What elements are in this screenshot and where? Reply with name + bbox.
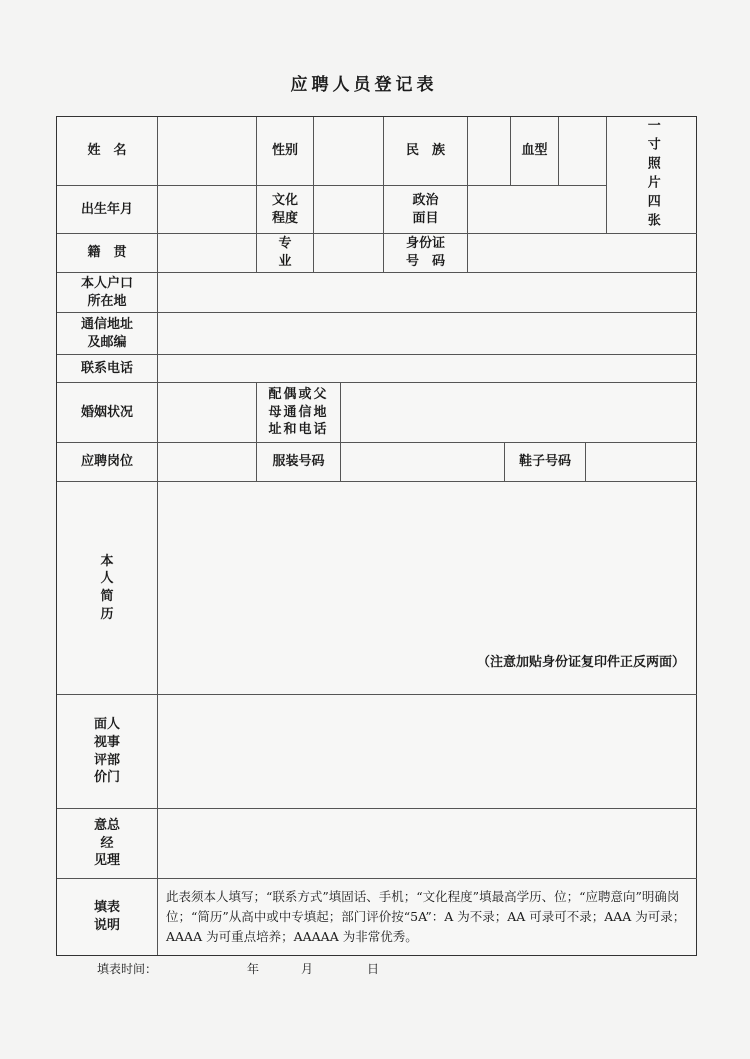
hr-interview-label: 面人 视事 评部 价门	[57, 695, 158, 809]
major-label: 专 业	[257, 234, 314, 273]
gm-opinion-label: 意总 经 见理	[57, 809, 158, 879]
political-field[interactable]	[468, 186, 607, 234]
resume-label: 本 人 简 历	[57, 482, 158, 695]
marital-label: 婚姻状况	[57, 383, 158, 443]
shoe-size-field[interactable]	[586, 443, 697, 482]
spouse-contact-label: 配偶或父 母通信地 址和电话	[257, 383, 341, 443]
phone-field[interactable]	[158, 355, 697, 383]
fill-date-month: 月	[301, 962, 314, 976]
id-number-field[interactable]	[468, 234, 697, 273]
form-title: 应聘人员登记表	[290, 75, 438, 95]
education-field[interactable]	[314, 186, 384, 234]
major-field[interactable]	[314, 234, 384, 273]
birth-field[interactable]	[158, 186, 257, 234]
address-label: 通信地址 及邮编	[57, 313, 158, 355]
name-field[interactable]	[158, 117, 257, 186]
gm-opinion-field[interactable]	[158, 809, 697, 879]
ethnicity-field[interactable]	[468, 117, 511, 186]
household-label: 本人户口 所在地	[57, 273, 158, 313]
clothing-size-label: 服装号码	[257, 443, 341, 482]
fill-date-label: 填表时间：	[97, 962, 158, 976]
phone-label: 联系电话	[57, 355, 158, 383]
resume-field[interactable]	[158, 482, 697, 695]
registration-form	[56, 116, 697, 956]
household-field[interactable]	[158, 273, 697, 313]
hr-interview-field[interactable]	[158, 695, 697, 809]
spouse-contact-field[interactable]	[341, 383, 697, 443]
fill-date-row	[97, 960, 379, 977]
education-label: 文化 程度	[257, 186, 314, 234]
fill-date-year: 年	[247, 962, 260, 976]
birth-label: 出生年月	[57, 186, 158, 234]
position-field[interactable]	[158, 443, 257, 482]
shoe-size-label: 鞋子号码	[505, 443, 586, 482]
political-label: 政治 面目	[384, 186, 468, 234]
blood-type-label: 血型	[511, 117, 559, 186]
native-place-label: 籍 贯	[57, 234, 158, 273]
position-label: 应聘岗位	[57, 443, 158, 482]
instructions-text: 此表须本人填写；“联系方式”填固话、手机；“文化程度”填最高学历、位；“应聘意向”明确岗位；“简历”从高中或中专填起；部门评价按“5A”：A 为不录；AA 可录可不录；AAA 为可录；AAAA 为可重点培养；AAAAA 为非常优秀。	[166, 889, 686, 944]
blood-type-field[interactable]	[559, 117, 607, 186]
native-place-field[interactable]	[158, 234, 257, 273]
ethnicity-label: 民 族	[384, 117, 468, 186]
fill-date-day: 日	[367, 962, 380, 976]
marital-field[interactable]	[158, 383, 257, 443]
resume-note: （注意加贴身份证复印件正反两面）	[476, 655, 685, 671]
address-field[interactable]	[158, 313, 697, 355]
name-label: 姓 名	[57, 117, 158, 186]
gender-label: 性别	[257, 117, 314, 186]
clothing-size-field[interactable]	[341, 443, 505, 482]
photo-area[interactable]: 一寸照片四张	[607, 117, 697, 234]
id-number-label: 身份证 号 码	[384, 234, 468, 273]
gender-field[interactable]	[314, 117, 384, 186]
instructions-label: 填表 说明	[57, 879, 158, 955]
